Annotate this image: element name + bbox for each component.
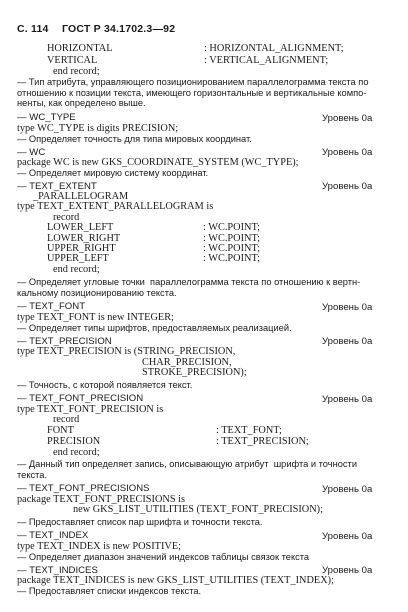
code-line: HORIZONTAL: [47, 43, 113, 54]
level-label: Уровень 0а: [322, 181, 373, 192]
code-line: record: [53, 212, 80, 223]
description-line: — Определяет мировую систему координат.: [17, 168, 209, 178]
code-line: LOWER_LEFT: [47, 222, 114, 233]
level-label: Уровень 0а: [322, 565, 373, 576]
description-line: — Точность, с которой появляется текст.: [17, 380, 193, 390]
code-line: : WC.POINT;: [203, 233, 261, 244]
section-heading: — WC_TYPE: [17, 112, 76, 123]
code-line: CHAR_PRECISION,: [142, 357, 232, 368]
section-heading: — WC: [17, 147, 46, 158]
section-heading: — TEXT_FONT_PRECISION: [17, 393, 144, 404]
code-line: package WC is new GKS_COORDINATE_SYSTEM (WC_TYPE);: [17, 157, 299, 168]
section-heading: — TEXT_INDICES: [17, 565, 98, 576]
code-line: UPPER_LEFT: [47, 253, 109, 264]
description-line: ненты, как определено выше.: [17, 98, 146, 108]
description-line: — Тип атрибута, управляющего позиционированием параллелограмма текста по: [17, 77, 369, 87]
description-line: текста.: [17, 470, 48, 480]
description-line: — Определяет типы шрифтов, предоставляемых реализацией.: [17, 323, 292, 333]
code-line: UPPER_RIGHT: [47, 243, 116, 254]
code-line: _PARALLELOGRAM: [33, 191, 129, 202]
level-label: Уровень 0а: [322, 531, 373, 542]
code-line: type WC_TYPE is digits PRECISION;: [17, 123, 179, 134]
description-line: — Предоставляет список пар шрифта и точности текста.: [17, 517, 263, 527]
level-label: Уровень 0а: [322, 147, 373, 158]
code-line: VERTICAL: [47, 55, 98, 66]
code-line: : VERTICAL_ALIGNMENT;: [204, 55, 329, 66]
code-line: STROKE_PRECISION);: [142, 367, 247, 378]
code-line: : HORIZONTAL_ALIGNMENT;: [204, 43, 344, 54]
code-line: record: [53, 414, 80, 425]
code-line: FONT: [47, 425, 74, 436]
page-number: С. 114: [17, 23, 49, 35]
section-heading: — TEXT_EXTENT: [17, 181, 97, 192]
code-line: type TEXT_INDEX is new POSITIVE;: [17, 541, 181, 552]
level-label: Уровень 0а: [322, 302, 373, 313]
code-line: LOWER_RIGHT: [47, 233, 121, 244]
description-line: отношению к позиции текста, имеющего горизонтальные и вертикальные компо-: [17, 88, 367, 98]
code-line: type TEXT_EXTENT_PARALLELOGRAM is: [17, 201, 214, 212]
code-line: end record;: [53, 264, 100, 275]
section-heading: — TEXT_PRECISION: [17, 336, 112, 347]
code-line: : TEXT_PRECISION;: [216, 436, 309, 447]
code-line: package TEXT_INDICES is new GKS_LIST_UTILITIES (TEXT_INDEX);: [17, 575, 334, 586]
level-label: Уровень 0а: [322, 394, 373, 405]
code-line: new GKS_LIST_UTILITIES (TEXT_FONT_PRECISION);: [73, 504, 323, 515]
code-line: type TEXT_FONT_PRECISION is: [17, 404, 164, 415]
description-line: — Данный тип определяет запись, описывающую атрибут шрифта и точности: [17, 459, 358, 469]
code-line: : WC.POINT;: [203, 253, 261, 264]
section-heading: — TEXT_FONT: [17, 301, 86, 312]
code-line: end record;: [53, 66, 100, 77]
code-line: : TEXT_FONT;: [216, 425, 282, 436]
section-heading: — TEXT_FONT_PRECISIONS: [17, 483, 150, 494]
code-line: end record;: [53, 447, 100, 458]
level-label: Уровень 0а: [322, 113, 373, 124]
description-line: — Определяет точность для типа мировых координат.: [17, 134, 252, 144]
code-line: : WC.POINT;: [203, 243, 261, 254]
code-line: type TEXT_FONT is new INTEGER;: [17, 312, 174, 323]
level-label: Уровень 0а: [322, 484, 373, 495]
description-line: — Предоставляет списки индексов текста.: [17, 586, 202, 596]
code-line: package TEXT_FONT_PRECISIONS is: [17, 494, 185, 505]
code-line: type TEXT_PRECISION is (STRING_PRECISION,: [17, 346, 236, 357]
description-line: — Определяет угловые точки параллелограмма текста по отношению к вертн-: [17, 277, 361, 287]
level-label: Уровень 0а: [322, 336, 373, 347]
section-heading: — TEXT_INDEX: [17, 530, 89, 541]
description-line: кальному позиционированию текста.: [17, 288, 177, 298]
description-line: — Определяет диапазон значений индексов таблицы связок текста: [17, 552, 310, 562]
code-line: : WC.POINT;: [203, 222, 261, 233]
standard-designation: ГОСТ Р 34.1702.3—92: [62, 23, 176, 35]
code-line: PRECISION: [47, 436, 101, 447]
